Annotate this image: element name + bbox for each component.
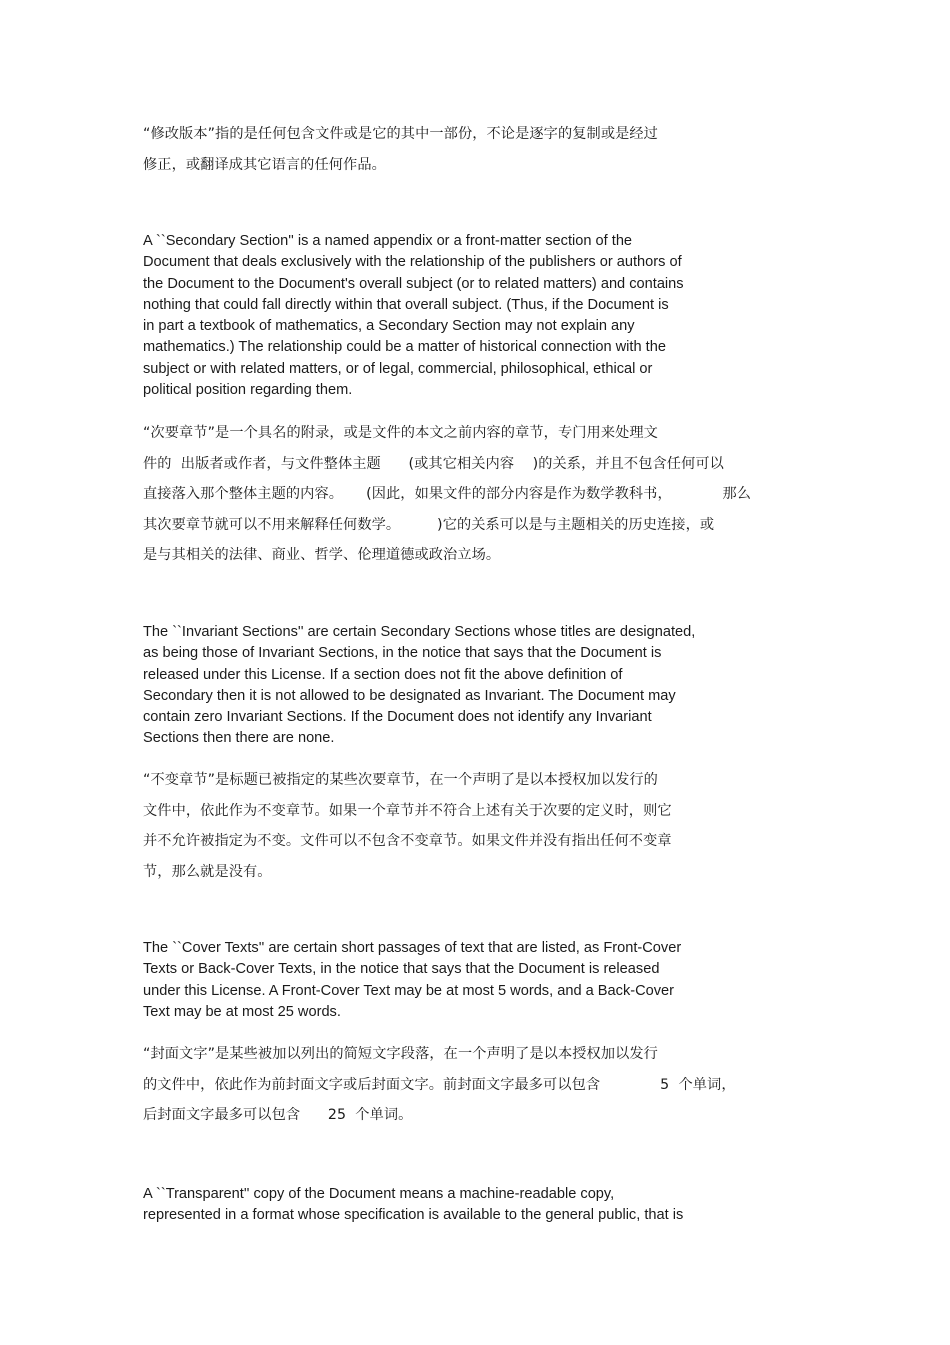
text-line: 修正，或翻译成其它语言的任何作品。	[143, 156, 386, 173]
paragraph-modified-version-zh	[143, 119, 658, 180]
text-line: 其次要章节就可以不用来解释任何数学。 )它的关系可以是与主题相关的历史连接，或	[143, 516, 715, 533]
text-line: 是与其相关的法律、商业、哲学、伦理道德或政治立场。	[143, 547, 501, 563]
text-line: political position regarding them.	[143, 382, 353, 399]
text-line: 直接落入那个整体主题的内容。 (因此，如果文件的部分内容是作为数学教科书， 那么	[143, 486, 752, 502]
text-line: subject or with related matters, or of legal, commercial, philosophical, ethical or	[143, 360, 653, 377]
text-line: released under this License. If a section does not fit the above definition of	[143, 666, 623, 683]
paragraph-invariant-sections-zh	[143, 765, 672, 887]
text-line: 并不允许被指定为不变。文件可以不包含不变章节。如果文件并没有指出任何不变章	[143, 833, 672, 849]
text-line: 文件中，依此作为不变章节。如果一个章节并不符合上述有关于次要的定义时，则它	[143, 802, 672, 819]
paragraph-cover-texts-en	[143, 938, 681, 1023]
text-line: The ``Cover Texts'' are certain short passages of text that are listed, as Front-Cover	[143, 940, 682, 956]
paragraph-transparent-copy-en	[143, 1184, 683, 1227]
text-line: “封面文字”是某些被加以列出的简短文字段落，在一个声明了是以本授权加以发行	[143, 1046, 658, 1062]
text-line: 的文件中，依此作为前封面文字或后封面文字。前封面文字最多可以包含 5 个单词，	[143, 1076, 736, 1093]
text-line: represented in a format whose specification is available to the general public, that is	[143, 1207, 684, 1224]
text-line: in part a textbook of mathematics, a Secondary Section may not explain any	[143, 318, 635, 335]
text-line: “修改版本”指的是任何包含文件或是它的其中一部份，不论是逐字的复制或是经过	[143, 126, 658, 142]
text-line: under this License. A Front-Cover Text may be at most 5 words, and a Back-Cover	[143, 982, 675, 999]
text-line: A ``Secondary Section'' is a named appendix or a front-matter section of the	[143, 233, 633, 249]
text-line: Text may be at most 25 words.	[143, 1003, 341, 1020]
text-line: contain zero Invariant Sections. If the Document does not identify any Invariant	[143, 709, 652, 726]
text-line: 件的 出版者或作者，与文件整体主题 (或其它相关内容 )的关系，并且不包含任何可以	[143, 455, 724, 472]
paragraph-invariant-sections-en	[143, 622, 695, 750]
text-line: Sections then there are none.	[143, 730, 335, 747]
text-line: 节，那么就是没有。	[143, 863, 272, 880]
paragraph-secondary-section-en	[143, 231, 684, 401]
text-line: 后封面文字最多可以包含 25 个单词。	[143, 1107, 413, 1123]
text-line: Texts or Back-Cover Texts, in the notice that says that the Document is released	[143, 961, 660, 978]
text-line: Document that deals exclusively with the relationship of the publishers or authors of	[143, 254, 682, 271]
text-line: nothing that could fall directly within that overall subject. (Thus, if the Document is	[143, 296, 669, 313]
paragraph-cover-texts-zh	[143, 1039, 736, 1131]
text-line: as being those of Invariant Sections, in the notice that says that the Document is	[143, 645, 662, 662]
text-line: A ``Transparent'' copy of the Document means a machine-readable copy,	[143, 1186, 615, 1202]
text-line: mathematics.) The relationship could be a matter of historical connection with the	[143, 339, 666, 356]
paragraph-secondary-section-zh	[143, 418, 751, 571]
text-line: “次要章节”是一个具名的附录，或是文件的本文之前内容的章节，专门用来处理文	[143, 425, 658, 441]
text-line: “不变章节”是标题已被指定的某些次要章节，在一个声明了是以本授权加以发行的	[143, 772, 658, 788]
text-line: The ``Invariant Sections'' are certain Secondary Sections whose titles are designated,	[143, 624, 696, 640]
text-line: the Document to the Document's overall subject (or to related matters) and contains	[143, 275, 684, 292]
text-line: Secondary then it is not allowed to be designated as Invariant. The Document may	[143, 687, 676, 704]
